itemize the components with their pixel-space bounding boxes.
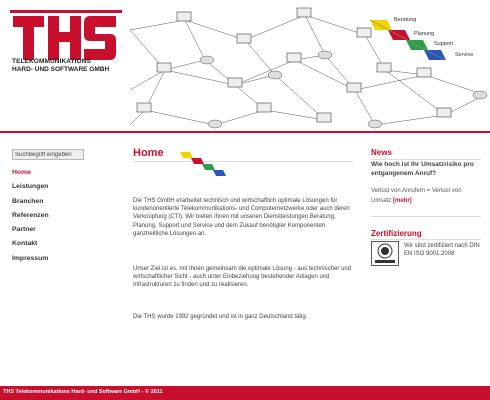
service-label-planung: Planung	[414, 31, 435, 37]
certification-heading: Zertifizierung	[371, 229, 422, 238]
site-footer	[0, 386, 490, 400]
sidebar-item-branchen[interactable]: Branchen	[12, 197, 44, 205]
goal-paragraph: Unser Ziel ist es, mit Ihnen gemeinsam die optimale Lösung - aus technischer und wirtschaftlicher Sicht - auch unter Einbeziehung bestehender Anlagen und Infrastrukturen zu finden und zu realisieren.	[133, 266, 352, 289]
header-divider	[0, 131, 490, 133]
news-separator	[371, 216, 481, 217]
news-body: Verlust von Anrufern = Verlust von Umsatz	[371, 188, 462, 204]
sidebar-item-referenzen[interactable]: Referenzen	[12, 211, 49, 219]
sidebar-item-impressum[interactable]: Impressum	[12, 254, 49, 262]
news-more-link[interactable]: [mehr]	[393, 197, 412, 204]
news-divider	[371, 159, 481, 160]
service-label-beratung: Beratung	[394, 17, 417, 23]
service-label-support: Support	[434, 41, 454, 47]
logo-text-line2: HARD- UND SOFTWARE GMBH	[12, 66, 110, 73]
news-headline: Wie hoch ist Ihr Umsatzrisiko pro entgangenem Anruf?	[371, 161, 474, 177]
certification-seal-icon	[371, 241, 399, 266]
search-input[interactable]	[12, 149, 84, 160]
logo-text-line1: TELEKOMMUNIKATIONS	[12, 58, 91, 65]
sidebar-item-kontakt[interactable]: Kontakt	[12, 240, 38, 248]
title-divider	[133, 161, 353, 162]
sidebar-nav	[12, 168, 49, 268]
news-text	[371, 187, 481, 206]
certification-divider	[371, 239, 481, 240]
certification-text: Wir sind zertifiziert nach DIN EN ISO 9001:2008	[404, 243, 480, 258]
intro-paragraph: Die THS GmbH erarbeitet technisch und wirtschaftlich optimale Lösungen für kundenorientierte Telekommunikations- und Computernetzwerke oder auch deren Verknüpfung (CTI). Wir bieten Ihnen mit unseren Dienstleistungen Beratung, Planung, Support und Service und dem Zukauf benötigter Komponenten ganzheitliche Lösungen an.	[133, 198, 350, 237]
sidebar-item-partner[interactable]: Partner	[12, 226, 36, 234]
service-label-service: Service	[455, 52, 474, 58]
news-heading: News	[371, 148, 392, 157]
page-title: Home	[133, 147, 164, 159]
sidebar-item-home[interactable]: Home	[12, 169, 31, 176]
footer-copyright: THS Telekommunikations Hard- und Software GmbH - © 2011	[3, 389, 163, 395]
founded-paragraph: Die THS wurde 1992 gegründet und ist in ganz Deutschland tätig.	[133, 314, 308, 320]
site-header	[0, 0, 490, 133]
sidebar-item-leistungen[interactable]: Leistungen	[12, 183, 49, 191]
colored-flags-icon	[178, 150, 228, 176]
